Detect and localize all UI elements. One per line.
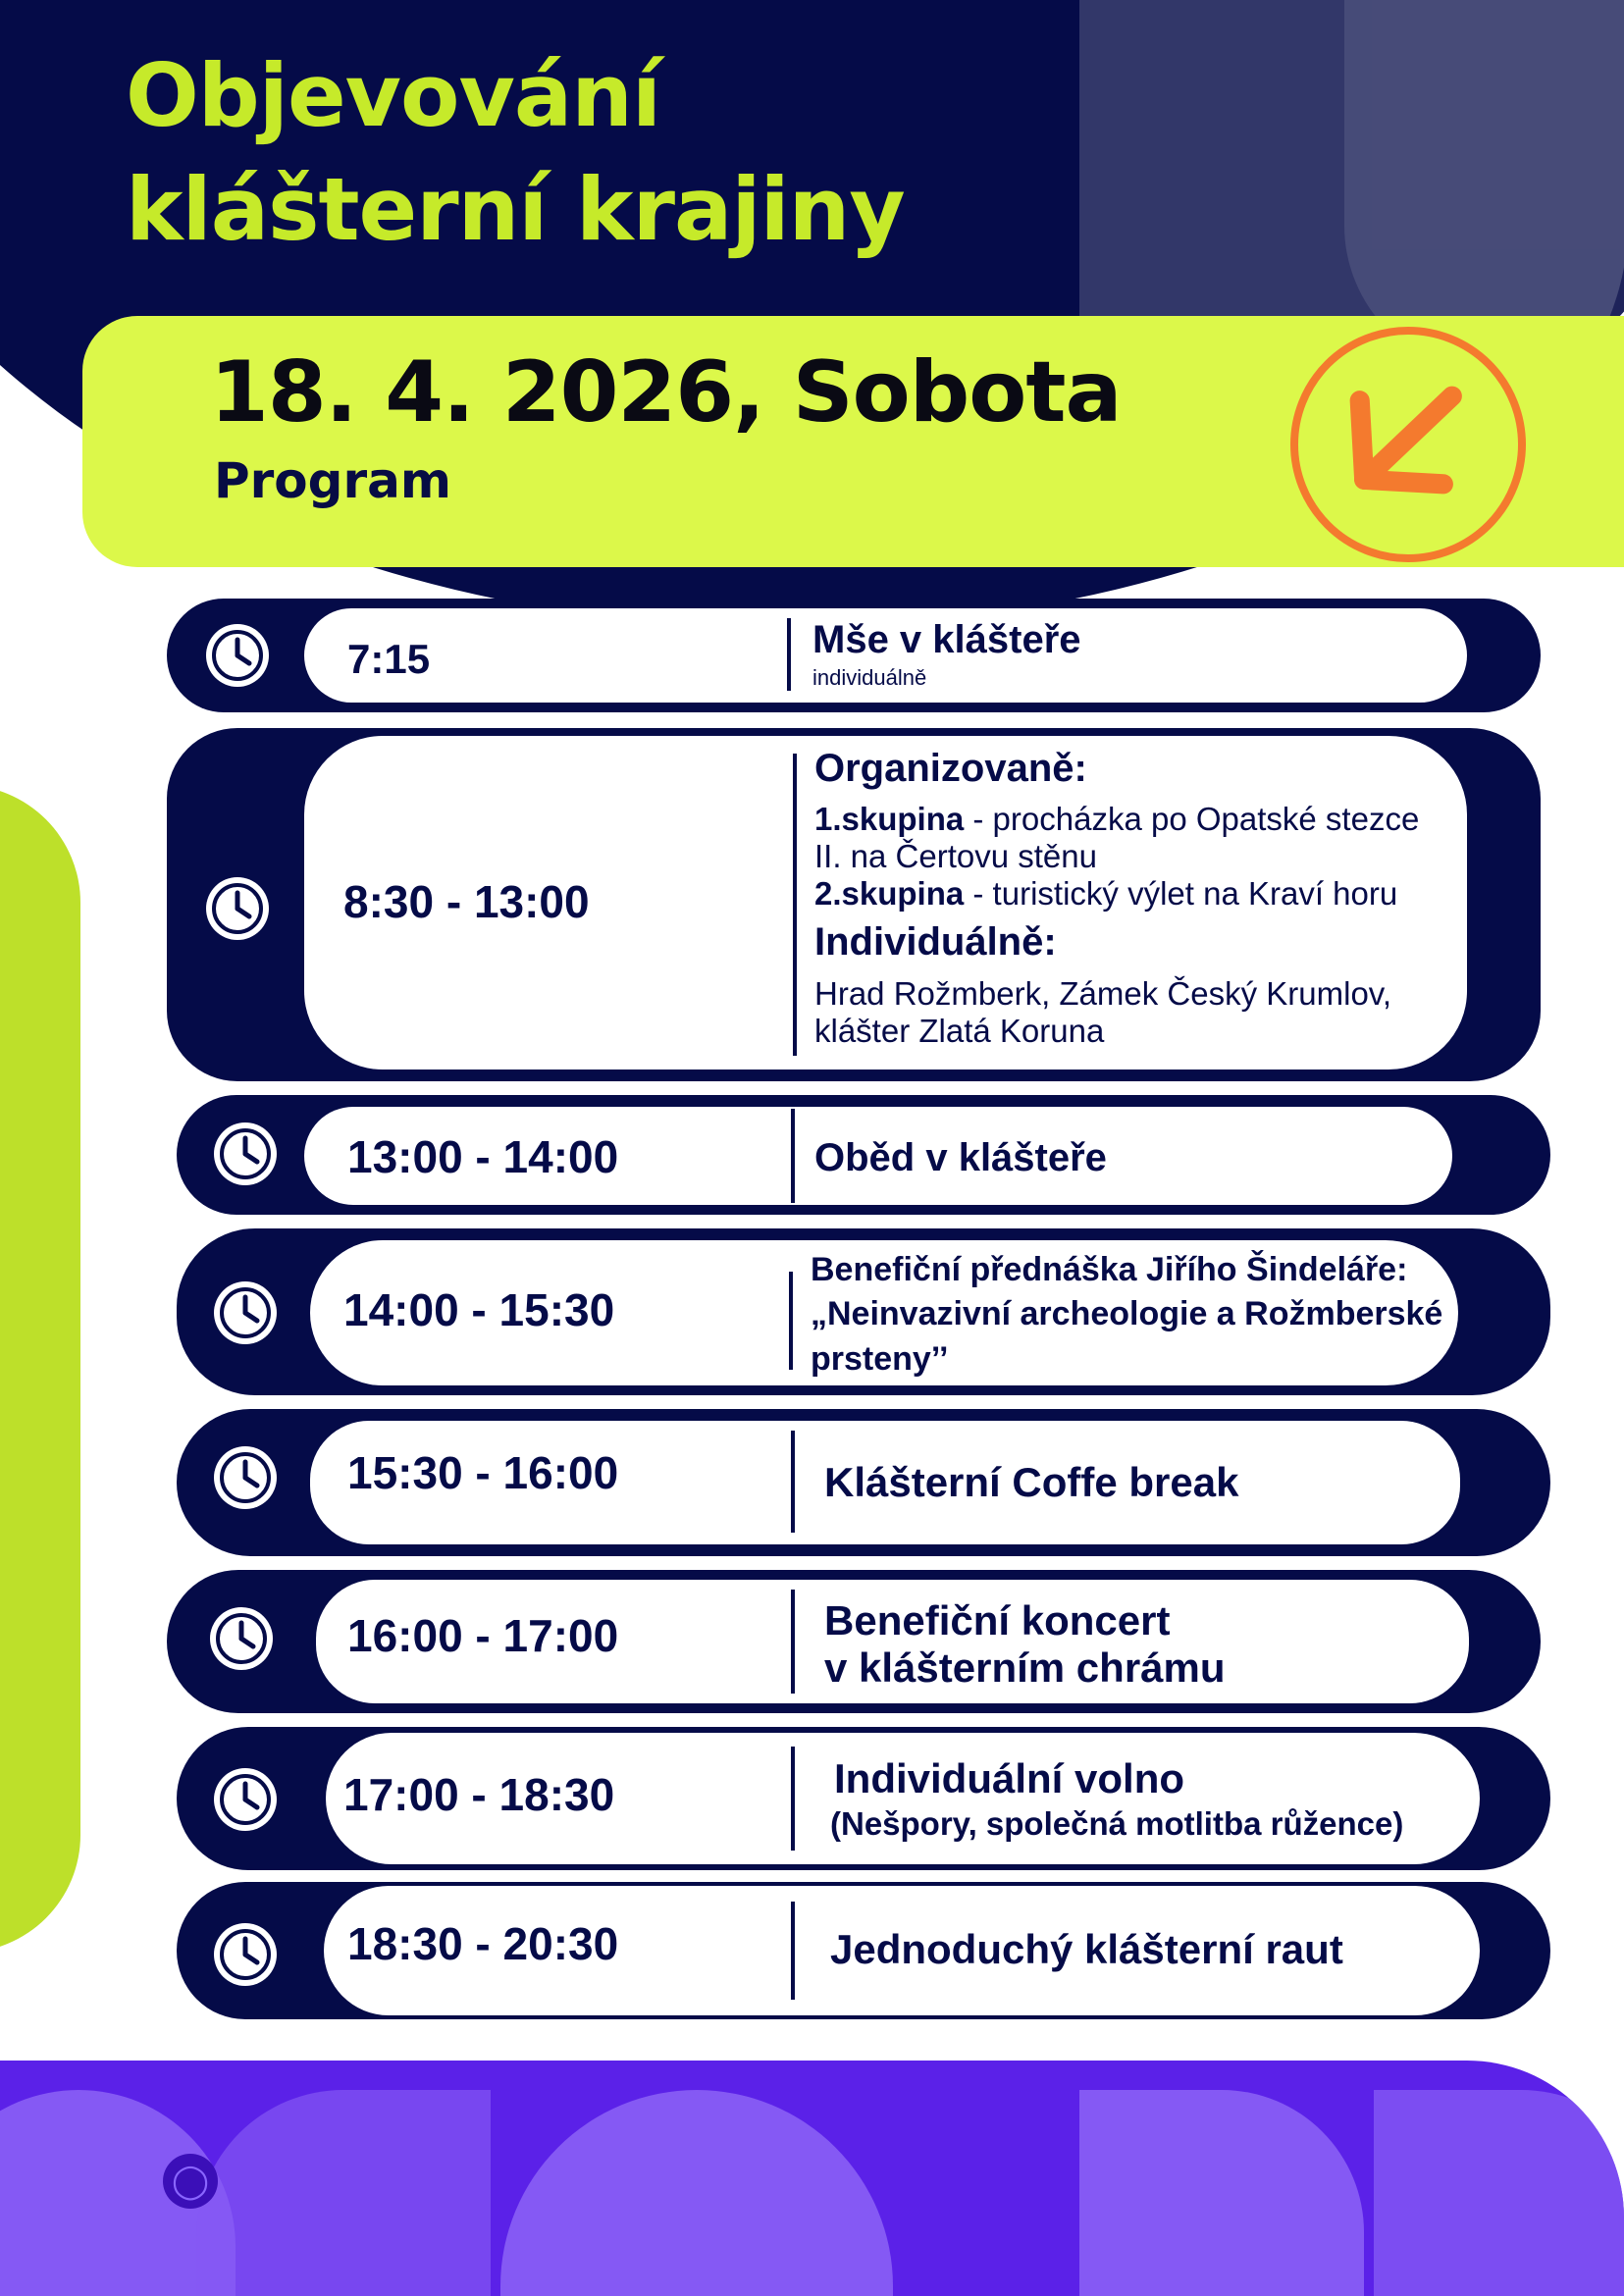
row-divider — [793, 754, 797, 1056]
row-time: 8:30 - 13:00 — [343, 876, 590, 927]
row-time: 14:00 - 15:30 — [343, 1284, 615, 1335]
row-title: Klášterní Coffe break — [824, 1459, 1239, 1505]
row-description — [811, 1248, 1488, 1382]
clock-icon — [212, 1921, 279, 1988]
group-2-label: 2.skupina — [814, 875, 965, 912]
row-title: Mše v klášteře — [812, 618, 1081, 661]
row-time: 15:30 - 16:00 — [347, 1447, 619, 1498]
decorative-shape — [1374, 2090, 1624, 2296]
row-time: 13:00 - 14:00 — [347, 1131, 619, 1182]
row-subtitle: „Neinvazivní archeologie a Rožmberské prsteny’’ — [811, 1295, 1443, 1378]
row-description — [812, 616, 1081, 693]
clock-icon — [212, 1766, 279, 1833]
program-heading: Program — [214, 452, 451, 509]
schedule-row — [177, 1409, 1550, 1556]
schedule-row — [167, 1570, 1541, 1713]
schedule-row — [177, 1095, 1550, 1215]
page-title: Objevování klášterní krajiny — [126, 45, 905, 260]
schedule-row — [167, 599, 1541, 712]
clock-icon — [212, 1279, 279, 1346]
group-1-label: 1.skupina — [814, 801, 965, 837]
row-description — [814, 742, 1452, 1050]
row-divider — [791, 1747, 795, 1851]
row-subtitle: v klášterním chrámu — [824, 1644, 1226, 1691]
globe-icon: ◯ — [163, 2154, 218, 2209]
decorative-shape — [1079, 2090, 1364, 2296]
individual-heading: Individuálně: — [814, 920, 1057, 964]
row-title: Oběd v klášteře — [814, 1136, 1107, 1179]
clock-icon — [204, 875, 271, 942]
row-divider — [789, 1272, 793, 1370]
row-description — [830, 1925, 1343, 1974]
row-description — [824, 1597, 1226, 1692]
row-divider — [791, 1902, 795, 2000]
schedule-row — [177, 1228, 1550, 1395]
event-date: 18. 4. 2026, Sobota — [210, 343, 1122, 442]
row-divider — [791, 1590, 795, 1694]
row-title: Benefiční přednáška Jiřího Šindeláře: — [811, 1251, 1408, 1288]
footer-band — [0, 2061, 1624, 2296]
row-subtitle: individuálně — [812, 665, 927, 690]
row-time: 18:30 - 20:30 — [347, 1918, 619, 1969]
clock-icon — [208, 1605, 275, 1672]
row-title: Jednoduchý klášterní raut — [830, 1926, 1343, 1972]
schedule-row — [167, 728, 1541, 1081]
clock-icon — [204, 622, 271, 689]
row-time: 17:00 - 18:30 — [343, 1769, 615, 1820]
schedule-row — [177, 1727, 1550, 1870]
row-description — [814, 1134, 1107, 1181]
clock-icon — [212, 1121, 279, 1187]
group-1-text: - procházka po Opatské stezce II. na Čertovu stěnu — [814, 801, 1420, 874]
arrow-down-left-icon — [1290, 327, 1526, 562]
row-title: Benefiční koncert — [824, 1597, 1171, 1644]
clock-icon — [212, 1444, 279, 1511]
row-time: 16:00 - 17:00 — [347, 1610, 619, 1661]
schedule-row — [177, 1882, 1550, 2019]
individual-text: Hrad Rožmberk, Zámek Český Krumlov, klášter Zlatá Koruna — [814, 975, 1392, 1049]
row-subtitle: (Nešpory, společná motlitba růžence) — [830, 1805, 1404, 1842]
row-divider — [791, 1431, 795, 1533]
row-description — [830, 1754, 1404, 1845]
row-title: Individuální volno — [834, 1755, 1184, 1801]
row-description — [824, 1458, 1238, 1507]
side-accent-shape — [0, 785, 80, 1953]
row-divider — [787, 618, 791, 691]
row-divider — [791, 1109, 795, 1203]
organized-heading: Organizovaně: — [814, 747, 1087, 790]
decorative-shape — [500, 2090, 893, 2296]
group-2-line — [814, 875, 1452, 913]
row-time: 7:15 — [347, 636, 431, 682]
group-2-text: - turistický výlet na Kraví horu — [964, 875, 1398, 912]
group-1-line — [814, 801, 1452, 875]
decorative-shape — [196, 2090, 491, 2296]
